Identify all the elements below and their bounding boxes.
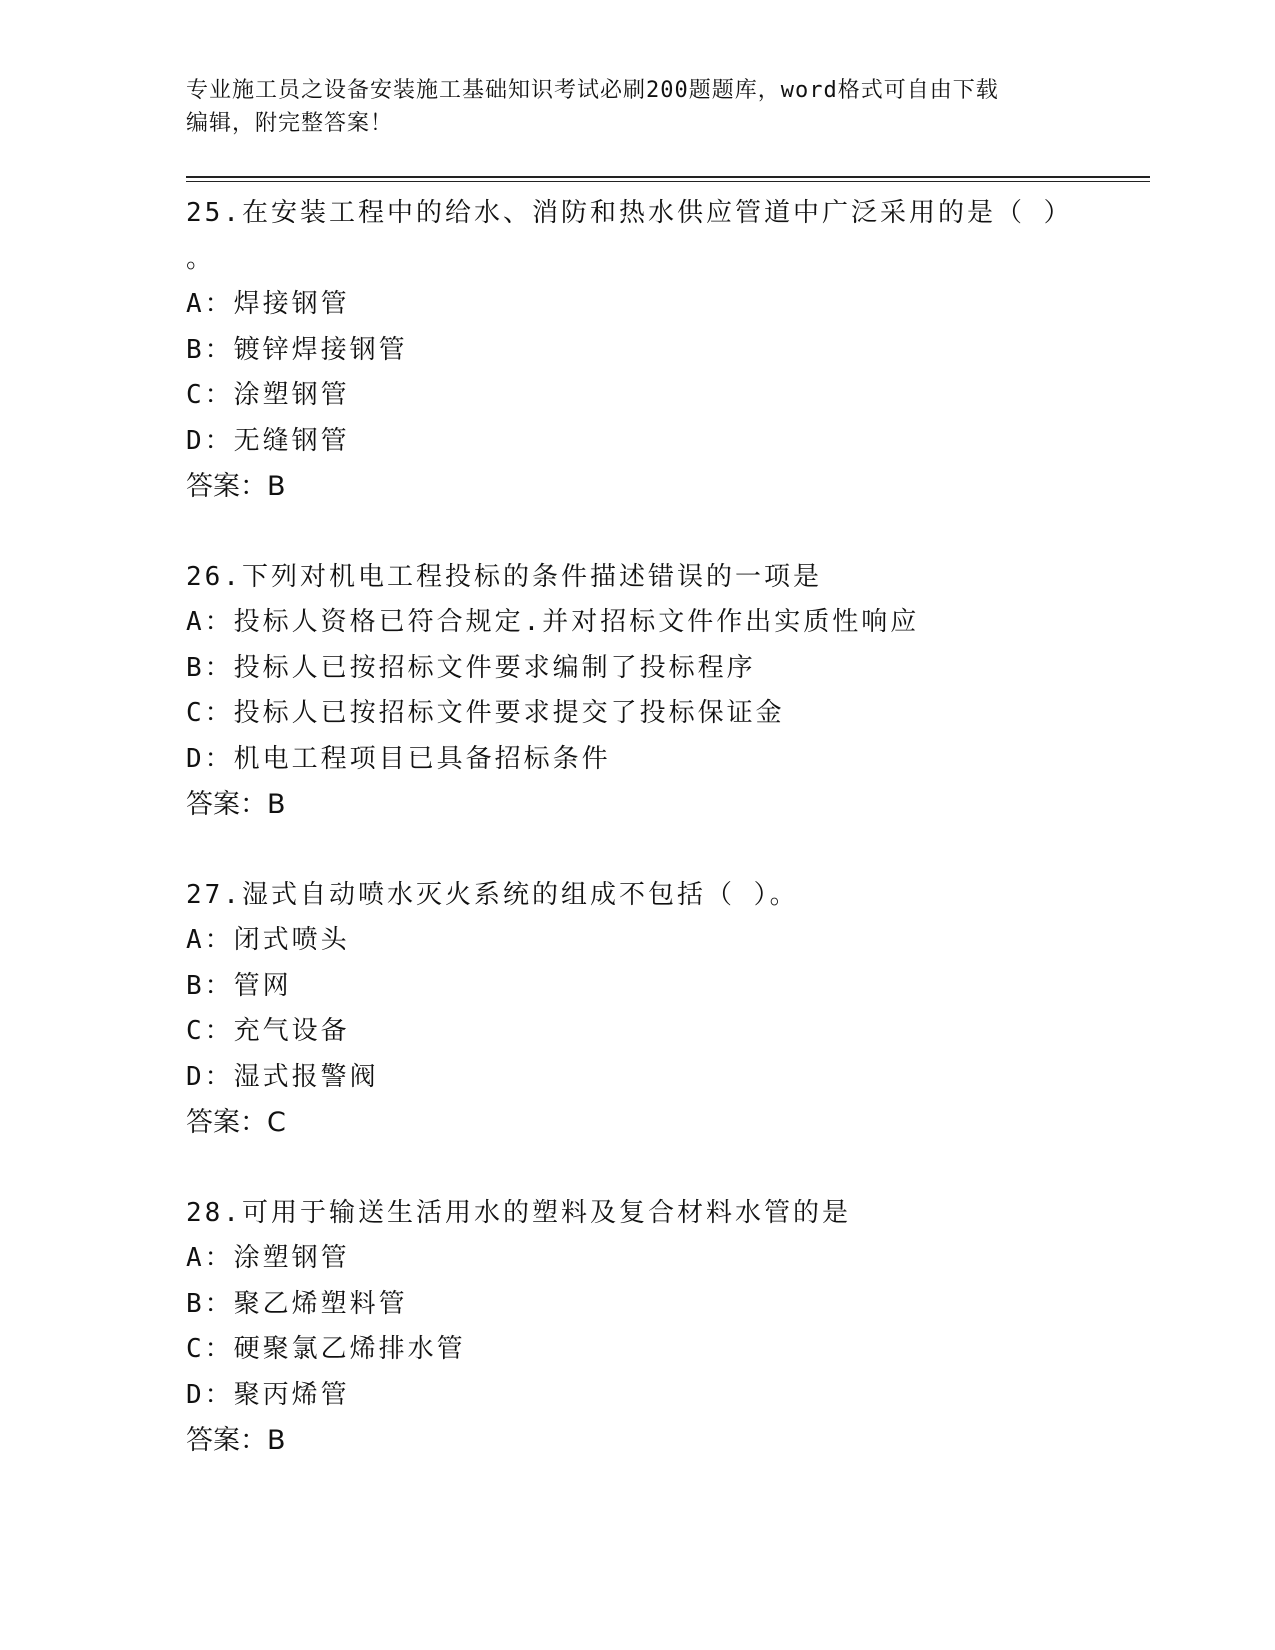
document-header (186, 74, 1066, 140)
option-b: B：镀锌焊接钢管 (186, 334, 408, 365)
option-a: A：焊接钢管 (186, 289, 350, 319)
header-title-line2: 编辑，附完整答案！ (186, 111, 394, 136)
option-c: C：硬聚氯乙烯排水管 (186, 1334, 466, 1364)
option-d: D：无缝钢管 (186, 425, 350, 456)
option-d: D：机电工程项目已具备招标条件 (186, 743, 611, 774)
header-title-line1: 专业施工员之设备安装施工基础知识考试必刷200题题库，word格式可自由下载 (186, 78, 999, 103)
header-divider-thick (186, 176, 1150, 178)
question-28 (186, 1190, 1150, 1463)
option-c: C：投标人已按招标文件要求提交了投标保证金 (186, 698, 785, 728)
question-stem: 26.下列对机电工程投标的条件描述错误的一项是 (186, 562, 822, 592)
option-c: C：涂塑钢管 (186, 380, 350, 410)
option-a: A：涂塑钢管 (186, 1243, 350, 1273)
option-b: B：管网 (186, 970, 292, 1001)
question-27 (186, 872, 1150, 1145)
option-a: A：投标人资格已符合规定.并对招标文件作出实质性响应 (186, 607, 920, 637)
question-25 (186, 190, 1150, 509)
option-d: D：湿式报警阀 (186, 1061, 379, 1092)
option-c: C：充气设备 (186, 1016, 350, 1046)
question-stem: 25.在安装工程中的给水、消防和热水供应管道中广泛采用的是（ ） (186, 198, 1073, 228)
answer-line: 答案：C (186, 1107, 286, 1138)
question-26 (186, 554, 1150, 827)
question-list (186, 190, 1150, 1508)
answer-line: 答案：B (186, 1425, 286, 1456)
answer-line: 答案：B (186, 789, 286, 820)
answer-line: 答案：B (186, 471, 286, 502)
question-stem: 27.湿式自动喷水灭火系统的组成不包括（ ）。 (186, 880, 799, 910)
header-divider-thin (186, 181, 1150, 182)
option-b: B：聚乙烯塑料管 (186, 1288, 408, 1319)
option-a: A：闭式喷头 (186, 925, 350, 955)
question-stem: 28.可用于输送生活用水的塑料及复合材料水管的是 (186, 1198, 851, 1228)
option-b: B：投标人已按招标文件要求编制了投标程序 (186, 652, 756, 683)
question-stem-continuation: 。 (186, 244, 216, 274)
option-d: D：聚丙烯管 (186, 1379, 350, 1410)
